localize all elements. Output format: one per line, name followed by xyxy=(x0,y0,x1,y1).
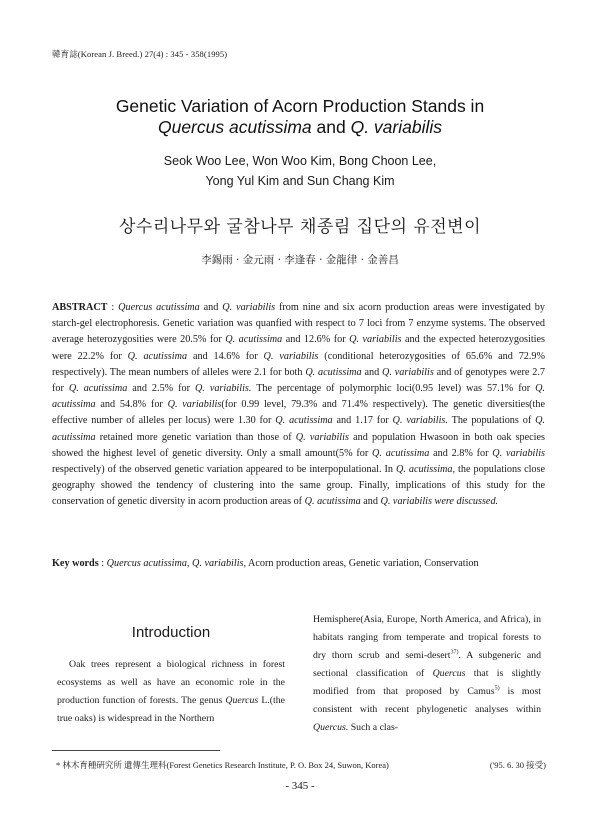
keywords-sep: : xyxy=(98,558,107,569)
body-text: . A subgeneric and sectional classification of xyxy=(313,650,542,679)
abstract-text: Q. acutissima xyxy=(127,350,188,362)
authors-line-1: Seok Woo Lee, Won Woo Kim, Bong Choon Lee, xyxy=(163,154,437,168)
authors-line-2: Yong Yul Kim and Sun Chang Kim xyxy=(205,174,395,188)
abstract-text: Q. variabilis xyxy=(263,350,319,362)
keywords-text: Quercus acutissima, Q. variabilis, xyxy=(106,558,247,569)
keywords xyxy=(52,556,545,572)
abstract-text: and of genotypes were 2.7 for xyxy=(52,366,546,395)
abstract-text: Q. variabilis. xyxy=(194,383,252,395)
korean-title: 상수리나무와 굴참나무 채종림 집단의 유전변이 xyxy=(118,217,482,237)
title-line-2 xyxy=(0,117,600,138)
abstract-text: Q. acutissima xyxy=(304,496,361,508)
abstract-text: and 2.8% for xyxy=(429,447,493,459)
body-text: Quercus xyxy=(432,668,466,679)
abstract-text: Q. acutissima xyxy=(52,415,545,443)
abstract-text: and xyxy=(360,496,381,508)
abstract-text: Q. variabilis xyxy=(295,431,349,443)
title-species-1: Quercus acutissima xyxy=(157,117,312,137)
abstract-text: Q. acutissima xyxy=(305,366,362,378)
abstract-text: from nine and six acorn production areas were investigated by starch-gel electrophoresis. Genetic variation was quanfied with respect to 7 loci from 7 enzyme systems. The observed average heterozygosities were 20.5% for xyxy=(52,302,545,346)
abstract-text: and 54.8% for xyxy=(95,399,168,411)
title-and: and xyxy=(311,117,351,137)
abstract-text: Q. acutissima xyxy=(275,415,333,427)
footnote-date: ('95. 6. 30 接受) xyxy=(489,760,546,770)
citation-ref: 5) xyxy=(494,685,500,692)
abstract-text: and population Hwasoon in both oak species showed the highest level of genetic diversity. Only a small amount(5% for xyxy=(52,431,545,459)
paper-title xyxy=(0,96,600,138)
title-line-1: Genetic Variation of Acorn Production Stands in xyxy=(115,96,485,116)
abstract-text: retained more genetic variation than those of xyxy=(95,431,296,443)
intro-left-column xyxy=(57,656,285,728)
abstract-text: Q. variabilis. xyxy=(392,415,448,427)
abstract-text: and 2.5% for xyxy=(127,383,195,395)
body-text: is most consistent with recent phylogenetic analyses within xyxy=(313,686,541,715)
abstract-text: and xyxy=(361,366,383,378)
abstract-text: The populations of xyxy=(447,415,536,427)
abstract-text: Q. acutissima xyxy=(52,383,545,411)
abstract-text: and xyxy=(199,302,223,313)
body-text: Quercus xyxy=(225,695,259,706)
footnote xyxy=(56,759,546,771)
body-text: Quercus. xyxy=(313,722,349,733)
abstract-text: Q. acutissima xyxy=(372,447,430,459)
abstract-text: and 14.6% for xyxy=(187,350,264,362)
title-species-2: Q. variabilis xyxy=(350,117,443,137)
abstract-text: Q. acutissima, xyxy=(396,464,456,476)
journal-reference: 韓育誌(Korean J. Breed.) 27(4) : 345 - 358(1995) xyxy=(52,49,228,59)
abstract-text: Q. variabilis were discussed. xyxy=(380,496,499,508)
abstract-text: The percentage of polymorphic loci(0.95 level) was 57.1% for xyxy=(251,383,536,395)
abstract-text: Q. variabilis xyxy=(222,302,276,313)
body-text: that is slightly modified from that proposed by Camus xyxy=(313,668,541,697)
abstract-text: (for 0.99 level, 79.3% and 71.4% respectively). The genetic diversities(the effective number of alleles per locus) were 1.30 for xyxy=(52,399,545,427)
body-text: L.(the true oaks) is widespread in the Northern xyxy=(57,695,285,724)
abstract-text: and the expected heterozygosities were 22.2% for xyxy=(52,334,545,362)
author-list xyxy=(0,151,600,191)
body-text: Oak trees represent a biological richness in forest ecosystems as well as have an economic role in the production function of forests. The genus xyxy=(57,659,285,706)
page-number: - 345 - xyxy=(285,780,315,792)
keywords-text: Acorn production areas, Genetic variation, Conservation xyxy=(246,558,479,569)
abstract-text: the populations close geography showed the tendency of clustering into the same group. Finally, implications of this study for the conservation of genetic diversity in acorn production areas of xyxy=(52,464,545,508)
abstract-text: (conditional heterozygosities of 65.6% and 72.9% respectively). The mean numbers of alleles were 2.1 for both xyxy=(52,350,546,378)
hanja-author-list: 李錫雨 · 金元雨 · 李逢春 · 金龍律 · 金善昌 xyxy=(201,254,399,266)
body-text: Such a clas- xyxy=(348,722,399,733)
body-text: Hemisphere(Asia, Europe, North America, and Africa), in habitats ranging from temperate and tropical forests to dry thorn scrub and semi-desert xyxy=(313,614,541,661)
abstract-text: and 1.17 for xyxy=(332,415,393,427)
intro-right-column xyxy=(313,611,541,737)
abstract-sep: : xyxy=(107,302,119,313)
abstract xyxy=(52,300,545,511)
abstract-text: Q. variabilis xyxy=(382,366,434,378)
abstract-text: Q. variabilis xyxy=(492,447,546,459)
abstract-text: Q. variabilis xyxy=(167,399,222,411)
abstract-text: and 12.6% for xyxy=(282,334,350,346)
abstract-text: Q. acutissima xyxy=(225,334,283,346)
citation-ref: 37) xyxy=(450,649,459,656)
footnote-affiliation: * 林木育種硏究所 遺傳生理科(Forest Genetics Research Institute, P. O. Box 24, Suwon, Korea) xyxy=(56,760,389,770)
footnote-divider xyxy=(52,750,220,751)
section-heading-introduction: Introduction xyxy=(131,624,211,641)
abstract-text: Quercus acutissima xyxy=(118,302,200,313)
abstract-text: Q. acutissima xyxy=(68,383,128,395)
abstract-text: Q. variabilis xyxy=(349,334,402,346)
abstract-label: ABSTRACT xyxy=(52,302,108,313)
abstract-text: respectively) of the observed genetic variation appeared to be interpopulational. In xyxy=(52,464,396,476)
keywords-label: Key words xyxy=(52,558,99,569)
